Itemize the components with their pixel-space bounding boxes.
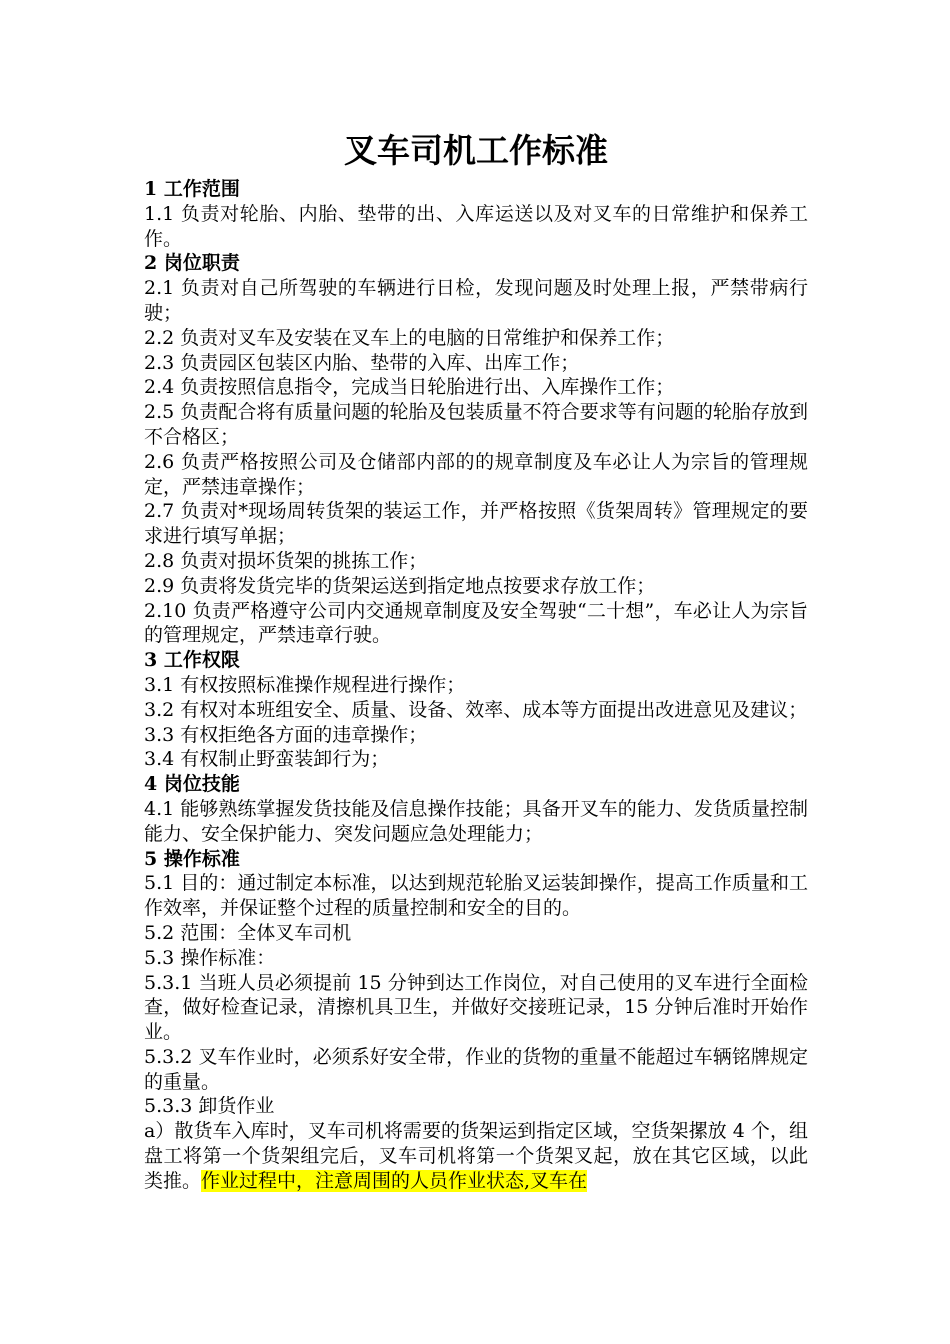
section-heading-2: 2 岗位职责 <box>144 252 240 275</box>
paragraph-2-3: 2.3 负责园区包装区内胎、垫带的入库、出库工作； <box>144 351 580 374</box>
paragraph-2-4: 2.4 负责按照信息指令，完成当日轮胎进行出、入库操作工作； <box>144 376 675 399</box>
paragraph-3-2: 3.2 有权对本班组安全、质量、设备、效率、成本等方面提出改进意见及建议； <box>144 698 808 721</box>
section-heading-5: 5 操作标准 <box>144 847 240 870</box>
section-heading-4: 4 岗位技能 <box>144 773 240 796</box>
highlighted-text: 作业过程中，注意周围的人员作业状态,叉车在 <box>201 1169 588 1192</box>
paragraph-3-1: 3.1 有权按照标准操作规程进行操作； <box>144 673 466 696</box>
paragraph-5-3: 5.3 操作标准： <box>144 946 276 969</box>
paragraph-4-1: 4.1 能够熟练掌握发货技能及信息操作技能；具备开叉车的能力、发货质量控制能力、安全保护能力、突发问题应急处理能力； <box>144 797 808 845</box>
paragraph-2-1: 2.1 负责对自己所驾驶的车辆进行日检，发现问题及时处理上报，严禁带病行驶； <box>144 277 808 324</box>
paragraph-5-2: 5.2 范围：全体叉车司机 <box>144 921 352 944</box>
document-title: 叉车司机工作标准 <box>344 131 608 170</box>
paragraph-a-text: a）散货车入库时，叉车司机将需要的货架运到指定区域，空货架摞放 4 个，组盘工将第一个货架组完后，叉车司机将第一个货架叉起，放在其它区域，以此类推。 <box>144 1120 808 1192</box>
paragraph-2-8: 2.8 负责对损坏货架的挑拣工作； <box>144 549 428 572</box>
section-heading-3: 3 工作权限 <box>144 649 240 672</box>
document-page <box>144 126 808 1194</box>
paragraph-5-1: 5.1 目的：通过制定本标准，以达到规范轮胎叉运装卸操作，提高工作质量和工作效率，并保证整个过程的质量控制和安全的目的。 <box>144 872 808 920</box>
paragraph-2-2: 2.2 负责对叉车及安装在叉车上的电脑的日常维护和保养工作； <box>144 326 675 349</box>
paragraph-5-3-1: 5.3.1 当班人员必须提前 15 分钟到达工作岗位，对自己使用的叉车进行全面检查，做好检查记录，清擦机具卫生，并做好交接班记录，15 分钟后准时开始作业。 <box>144 971 808 1044</box>
paragraph-2-7: 2.7 负责对*现场周转货架的装运工作，并严格按照《货架周转》管理规定的要求进行填写单据； <box>144 500 808 548</box>
paragraph-3-4: 3.4 有权制止野蛮装卸行为； <box>144 748 390 771</box>
paragraph-2-5: 2.5 负责配合将有质量问题的轮胎及包装质量不符合要求等有问题的轮胎存放到不合格区； <box>144 401 808 448</box>
paragraph-5-3-2: 5.3.2 叉车作业时，必须系好安全带，作业的货物的重量不能超过车辆铭牌规定的重量。 <box>144 1045 808 1093</box>
paragraph-2-9: 2.9 负责将发货完毕的货架运送到指定地点按要求存放工作； <box>144 574 656 597</box>
paragraph-a <box>144 1119 808 1193</box>
section-heading-1: 1 工作范围 <box>144 178 240 200</box>
paragraph-3-3: 3.3 有权拒绝各方面的违章操作； <box>144 723 428 746</box>
paragraph-5-3-3: 5.3.3 卸货作业 <box>144 1095 275 1118</box>
paragraph-2-6: 2.6 负责严格按照公司及仓储部内部的的规章制度及车必让人为宗旨的管理规定，严禁违章操作； <box>144 450 808 498</box>
paragraph-1-1: 1.1 负责对轮胎、内胎、垫带的出、入库运送以及对叉车的日常维护和保养工作。 <box>144 202 808 250</box>
paragraph-2-10: 2.10 负责严格遵守公司内交通规章制度及安全驾驶“二十想”，车必让人为宗旨的管理规定，严禁违章行驶。 <box>144 599 808 647</box>
